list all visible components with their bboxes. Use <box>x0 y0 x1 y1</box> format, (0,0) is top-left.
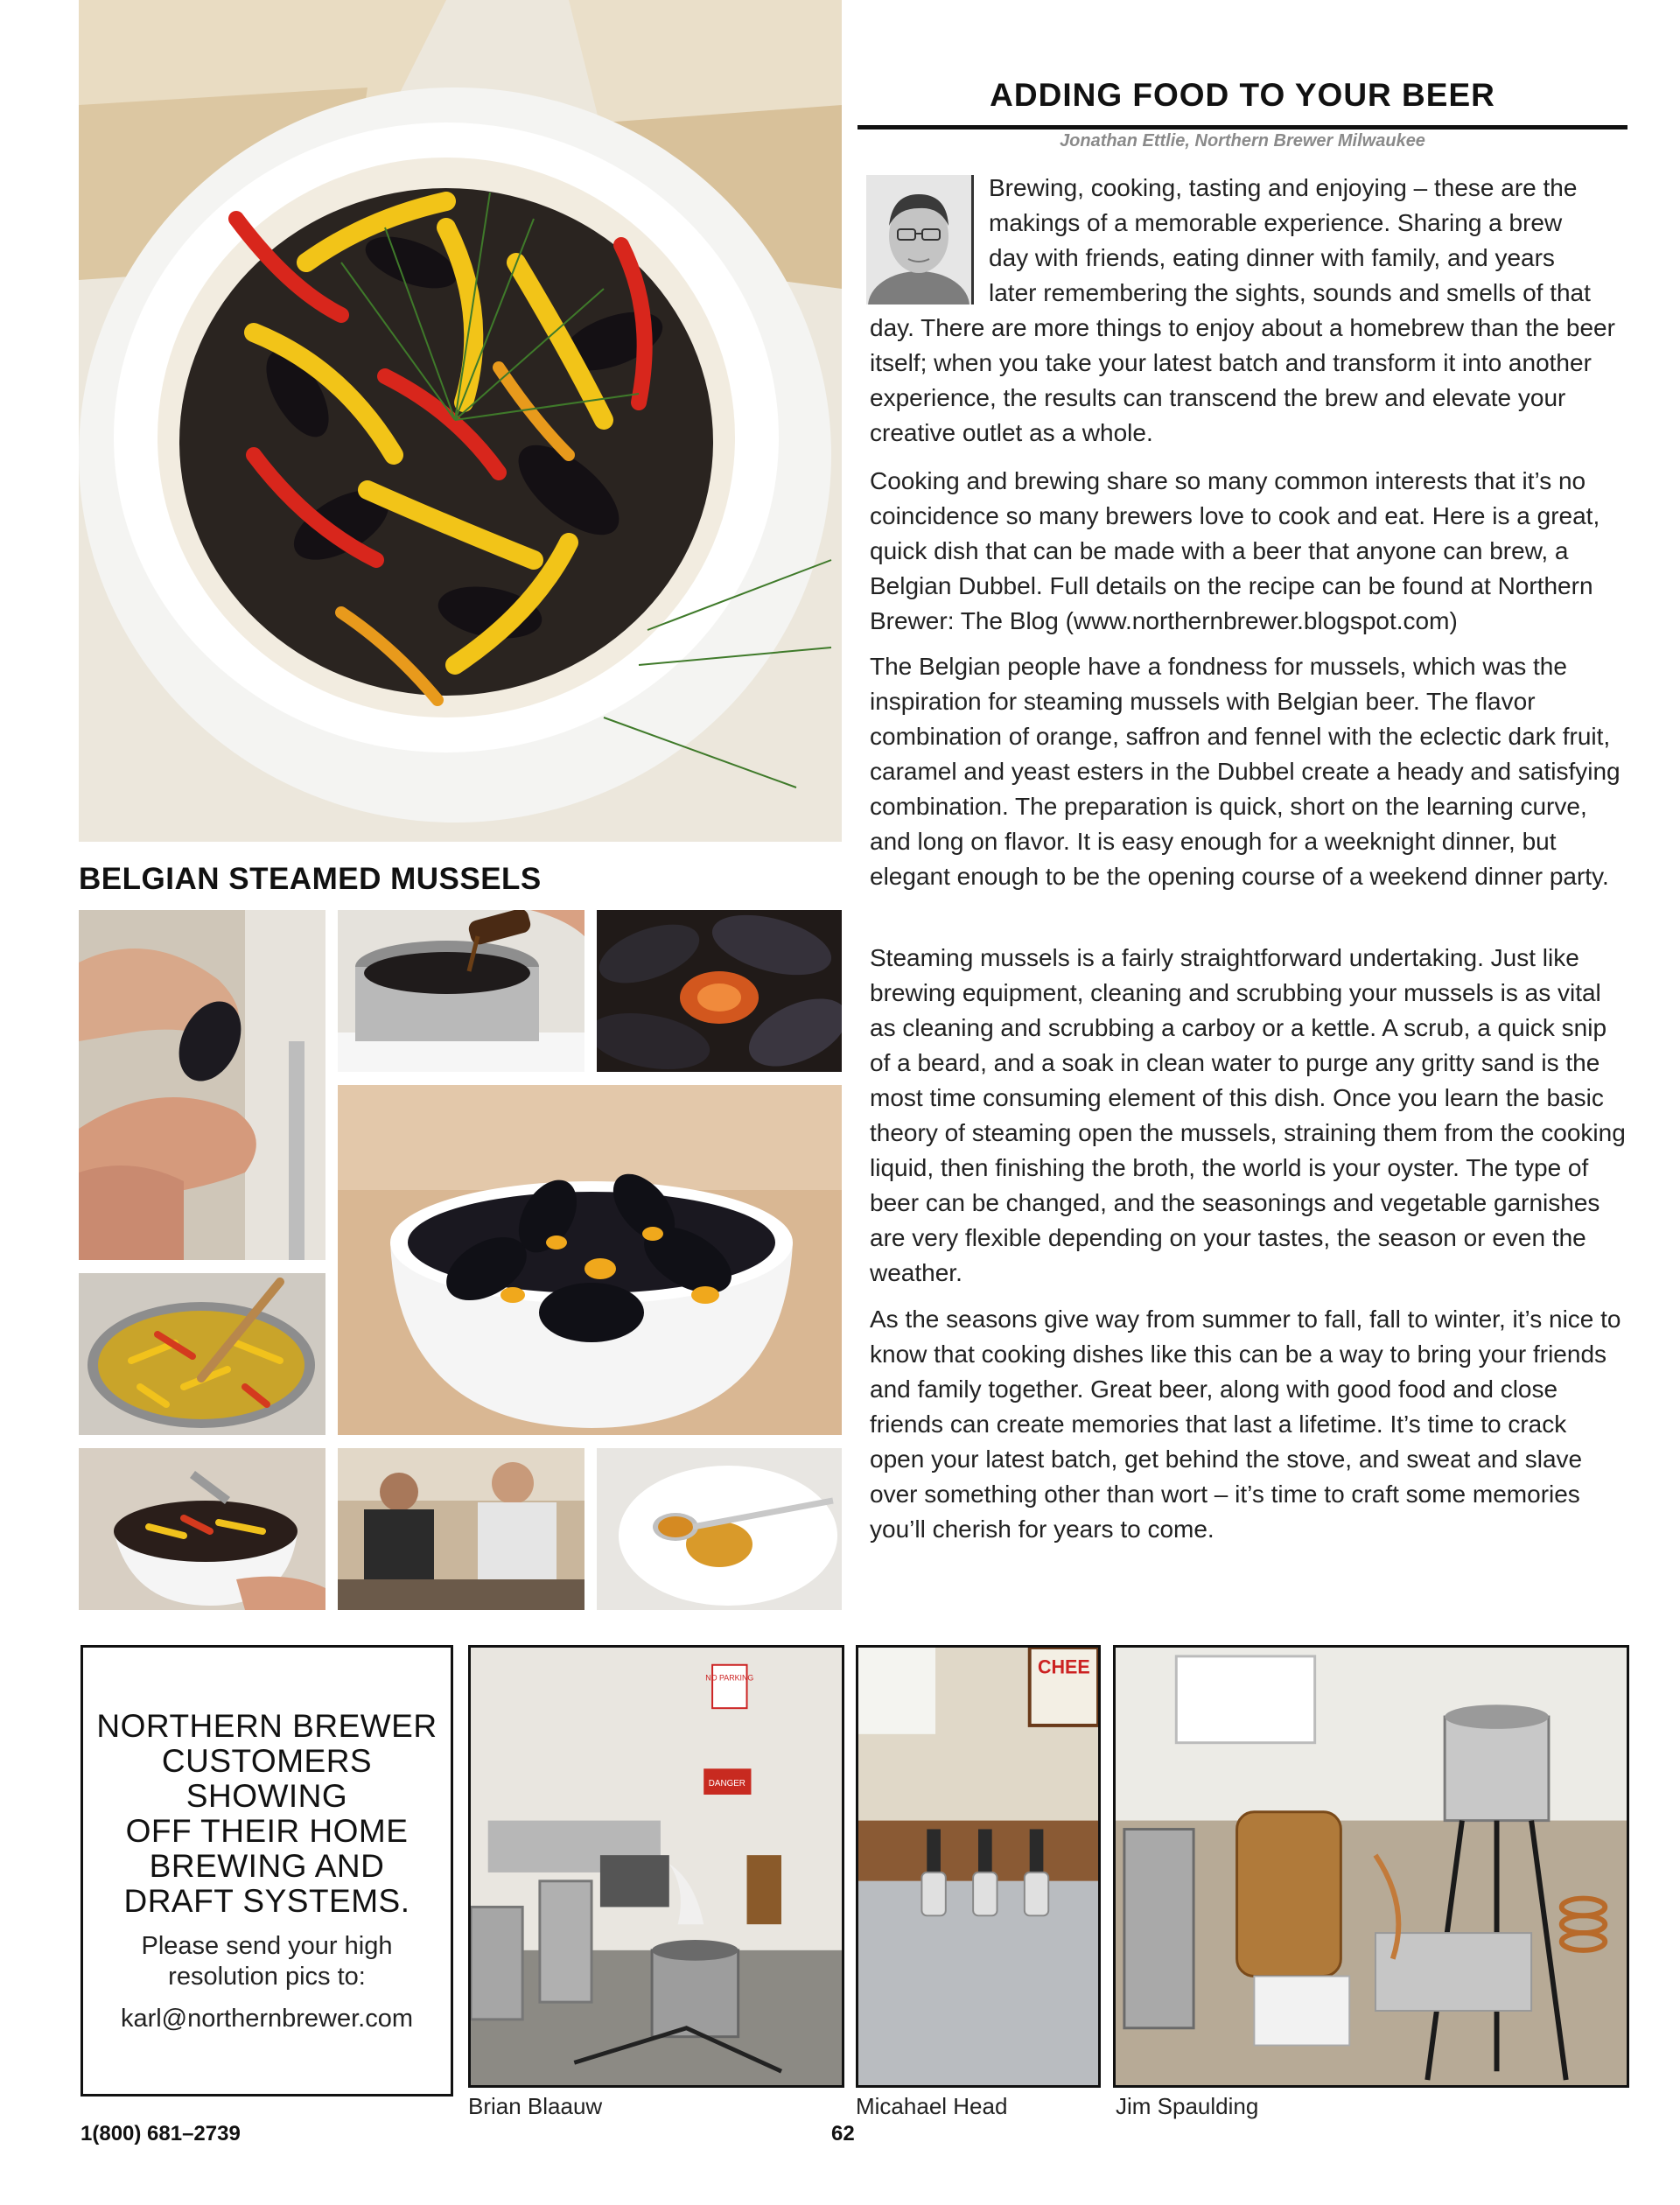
intro-paragraph-continued: day. There are more things to enjoy about a homebrew than the beer itself; when you take your latest batch and transform it into another experience, the results can transcend the brew and elevate your creative outlet as a whole. <box>870 314 1615 446</box>
promo-email-link[interactable]: karl@northernbrewer.com <box>120 2005 414 2033</box>
recipe-photo-mussels-closeup <box>597 910 842 1072</box>
customer-photos-promo-box <box>80 1645 453 2096</box>
promo-body-line: resolution pics to: <box>168 1963 366 1991</box>
intro-line: day with friends, eating dinner with family, and years <box>989 244 1555 271</box>
recipe-photo-cooks-in-kitchen <box>338 1448 584 1610</box>
danger-sign-text: DANGER <box>708 1779 746 1789</box>
recipe-heading: BELGIAN STEAMED MUSSELS <box>79 862 542 896</box>
article-paragraph: As the seasons give way from summer to fall, fall to winter, it’s nice to know that cooking dishes like this can be a way to bring your friends and family together. Great beer, along with good food and close friends can create memories that last a lifetime. It’s time to crack open your latest batch, get behind the stove, and sweat and slave over something other than wort – it’s time to craft some memories you’ll cherish for years to come. <box>870 1306 1621 1543</box>
intro-line: makings of a memorable experience. Sharing a brew <box>989 209 1563 236</box>
photo-caption: Jim Spaulding <box>1116 2093 1259 2119</box>
customer-photo-brew-rig <box>1113 1645 1629 2088</box>
promo-heading-line: SHOWING <box>186 1778 348 1814</box>
article-paragraph: Steaming mussels is a fairly straightforward undertaking. Just like brewing equipment, cleaning and scrubbing your mussels is as vital as cleaning and scrubbing a carboy or a kettle. A scrub, a quick snip of a beard, and a soak in clean water to purge any gritty sand is the most time consuming element of this dish. Once you learn the basic theory of steaming open the mussels, straining them from the cooking liquid, then finishing the broth, the world is your oyster. The type of beer can be changed, and the seasonings and vegetable garnishes are very flexible depending on your tastes, the season or even the weather. <box>870 944 1626 1286</box>
article-paragraph: The Belgian people have a fondness for mussels, which was the inspiration for steaming mussels with Belgian beer. The flavor combination of orange, saffron and fennel with the eclectic dark fruit, caramel and yeast esters in the Dubbel create a heady and satisfying combination. The preparation is quick, short on the learning curve, and long on flavor. It is easy enough for a weeknight dinner, but elegant enough to be the opening course of a weekend dinner party. <box>870 653 1620 890</box>
page-number: 62 <box>831 2122 855 2146</box>
cheers-sign-text: CHEE <box>1037 1656 1090 1678</box>
title-rule <box>858 125 1628 130</box>
customer-photo-keezer-taps <box>856 1645 1101 2088</box>
recipe-photo-bowl-of-mussels <box>338 1085 842 1435</box>
promo-heading-line: BREWING AND <box>149 1848 385 1884</box>
article-title: ADDING FOOD TO YOUR BEER <box>990 77 1495 113</box>
footer-phone-number: 1(800) 681–2739 <box>80 2122 241 2146</box>
article-paragraph: Cooking and brewing share so many common interests that it’s no coincidence so many brewers love to cook and eat. Here is a great, quick dish that can be made with a beer that anyone can brew, a Belgian Dubbel. Full details on the recipe can be found at Northern Brewer: The Blog (www.northernbrewer.blogspot.com) <box>870 467 1600 634</box>
photo-caption: Brian Blaauw <box>468 2093 603 2119</box>
promo-heading-line: DRAFT SYSTEMS. <box>123 1883 410 1919</box>
promo-heading-line: OFF THEIR HOME <box>125 1813 409 1849</box>
promo-heading <box>83 1709 451 1919</box>
author-portrait <box>866 175 974 304</box>
promo-heading-line: NORTHERN BREWER <box>96 1708 438 1744</box>
recipe-photo-serving-mussels <box>79 1448 326 1610</box>
promo-body-line: Please send your high <box>141 1932 393 1960</box>
recipe-photo-broth-spoon <box>597 1448 842 1610</box>
no-parking-sign-text: NO PARKING <box>705 1673 754 1683</box>
promo-heading-line: CUSTOMERS <box>161 1743 373 1779</box>
recipe-photo-pouring-beer <box>338 910 584 1072</box>
intro-paragraph-wrapped <box>989 171 1628 311</box>
recipe-photo-cleaning-mussel <box>79 910 326 1260</box>
customer-photo-brewery-1 <box>468 1645 844 2088</box>
intro-line: Brewing, cooking, tasting and enjoying – these are the <box>989 174 1578 201</box>
photo-caption: Micahael Head <box>856 2093 1008 2119</box>
hero-photo-mussels <box>79 0 842 842</box>
intro-line: later remembering the sights, sounds and smells of that <box>989 279 1591 306</box>
article-byline: Jonathan Ettlie, Northern Brewer Milwaukee <box>1060 131 1425 150</box>
recipe-photo-saute-pan <box>79 1273 326 1435</box>
promo-instructions <box>83 1931 451 1992</box>
